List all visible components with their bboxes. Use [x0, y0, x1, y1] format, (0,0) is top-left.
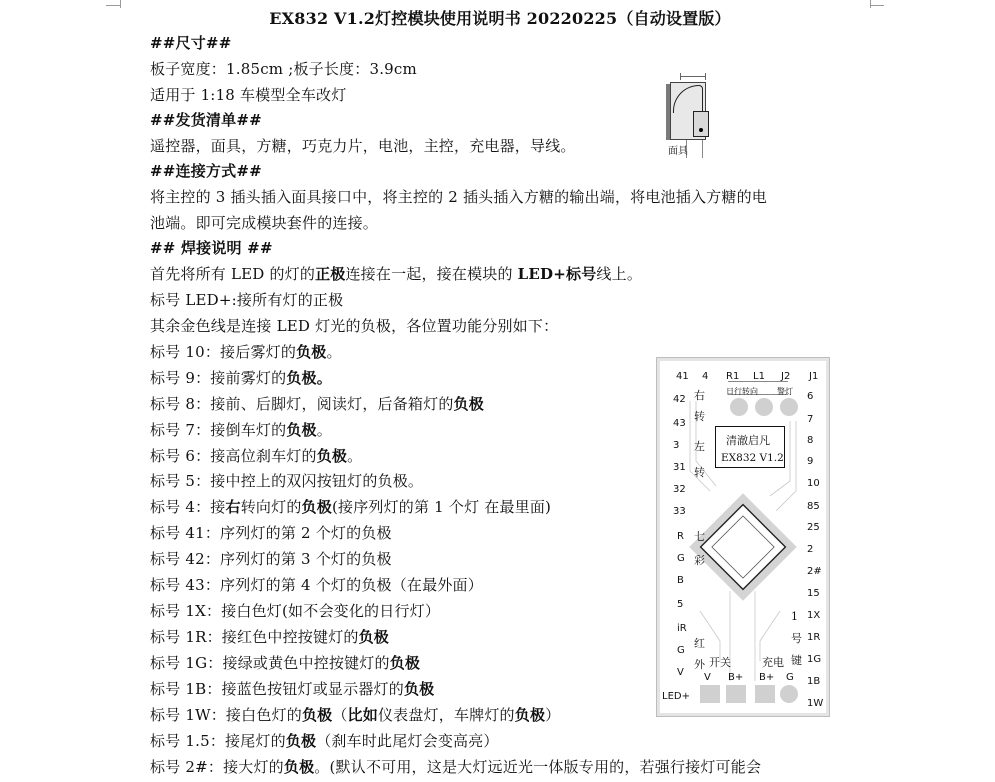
text-run: 负极 [514, 706, 546, 724]
text-run: 右 [225, 498, 241, 516]
pin-label-top: 4 [702, 371, 709, 382]
text-line [150, 187, 767, 207]
text-run: 负极 [316, 447, 348, 465]
pin-group-label: 警灯 [777, 387, 793, 396]
pin-group-label: 日行转向 [726, 387, 758, 396]
text-run: 负极 [283, 758, 315, 776]
pin-label-top: R1 [726, 371, 740, 382]
text-run: ## 焊接说明 ## [150, 239, 273, 257]
text-line [150, 394, 484, 414]
text-line [150, 136, 576, 156]
pin-label-bottom: V [704, 672, 711, 683]
pin-label-top: L1 [753, 371, 765, 382]
text-run: ##发货清单## [150, 111, 262, 129]
text-run: 标号 42：序列灯的第 3 个灯的负极 [150, 550, 392, 568]
text-run: 标号 7：接倒车灯的 [150, 421, 287, 439]
text-run: 比如 [347, 706, 378, 724]
pin-label-right: 6 [807, 391, 814, 402]
pin-label-right: 2# [807, 566, 822, 577]
mask-figure [666, 76, 710, 158]
pad-square [726, 685, 746, 703]
pin-label-right: 10 [807, 478, 820, 489]
pin-label-right: 85 [807, 501, 820, 512]
text-line [150, 446, 362, 466]
text-run: 标号 1W：接白色灯的 [150, 706, 302, 724]
text-run: 标号 6：接高位刹车灯的 [150, 447, 317, 465]
text-line [150, 85, 346, 105]
text-run: 首先将所有 LED 的灯的 [150, 265, 316, 283]
text-line [150, 757, 761, 777]
text-line [150, 161, 262, 181]
text-run: 负极 [301, 706, 333, 724]
pin-label-left: 5 [677, 599, 684, 610]
board-cn-label: 转 [694, 410, 705, 423]
text-line [150, 368, 332, 388]
text-run: 负极。 [286, 369, 332, 387]
pin-label-right: 9 [807, 456, 814, 467]
text-run: 标号 10：接后雾灯的 [150, 343, 297, 361]
text-run: 负极 [453, 395, 484, 413]
text-line [150, 290, 343, 310]
board-cn-label: 开关 [709, 656, 731, 669]
text-line [150, 705, 560, 725]
pin-label-right: 1G [807, 654, 822, 665]
board-cn-label: 七 [694, 530, 705, 543]
text-line [150, 627, 389, 647]
chip-line1: 清澈启凡 [726, 434, 770, 447]
text-line [150, 213, 378, 233]
pin-label-right: 15 [807, 588, 820, 599]
board-cn-label: 左 [694, 440, 705, 453]
text-run: 标号 43：序列灯的第 4 个灯的负极（在最外面） [150, 576, 483, 594]
chip-line2: EX832 V1.2 [721, 452, 784, 464]
text-line [150, 316, 558, 336]
text-run: 连接在一起，接在模块的 [345, 265, 518, 283]
pin-label-right: 2 [807, 544, 814, 555]
text-run: 仪表盘灯，车牌灯的 [377, 706, 515, 724]
text-run: 负极 [296, 343, 327, 361]
text-run: 负极 [358, 628, 390, 646]
pin-label-top: J1 [809, 371, 819, 382]
pin-label-top: J2 [781, 371, 791, 382]
pad-circle [780, 398, 798, 416]
pin-label-left: 32 [673, 484, 686, 495]
mcu-chip-label [715, 426, 785, 468]
text-run: 标号 8：接前、后脚灯，阅读灯，后备箱灯的 [150, 395, 454, 413]
text-line [150, 497, 551, 517]
text-run: ） [545, 706, 561, 724]
pin-label-left: 43 [673, 418, 686, 429]
crop-mark [106, 5, 120, 6]
board-cn-label: 外 [694, 658, 705, 671]
text-run: 遥控器，面具，方糖，巧克力片，电池，主控，充电器，导线。 [150, 137, 576, 155]
text-run: 转向灯的 [240, 498, 302, 516]
pin-label-left: 33 [673, 506, 686, 517]
pin-label-left: R [677, 531, 684, 542]
board-cn-label: 号 [791, 632, 802, 645]
pin-label-left: B [677, 575, 684, 586]
text-run: 负极 [403, 680, 435, 698]
text-run: 负极 [301, 498, 332, 516]
text-line [150, 264, 642, 284]
text-run: 标号 1R：接红色中控按键灯的 [150, 628, 359, 646]
board-cn-label: 右 [694, 389, 705, 402]
mask-caption: 面具 [668, 146, 688, 157]
pad-square [755, 685, 775, 703]
pin-label-right: 7 [807, 414, 814, 425]
board-cn-label: 转 [694, 466, 705, 479]
text-run: ##尺寸## [150, 34, 232, 52]
text-line [150, 601, 440, 621]
text-run: 标号 41：序列灯的第 2 个灯的负极 [150, 524, 392, 542]
text-run: 标号 1X：接白色灯(如不会变化的日行灯） [150, 602, 441, 620]
pin-label-right: 25 [807, 522, 820, 533]
pad-square [700, 685, 720, 703]
pin-label-left: V [677, 667, 684, 678]
text-run: 正极 [315, 265, 346, 283]
text-run: 标号 4：接 [150, 498, 226, 516]
pin-label-bottom: B+ [728, 672, 744, 683]
text-line [150, 523, 392, 543]
text-line [150, 575, 483, 595]
crop-mark [870, 5, 884, 6]
pin-label-bottom: G [786, 672, 794, 683]
text-run: 。 [316, 421, 332, 439]
text-line [150, 59, 417, 79]
pin-label-right: 1R [807, 632, 821, 643]
text-run: 标号 1.5：接尾灯的 [150, 732, 286, 750]
pin-label-right: 1B [807, 676, 821, 687]
text-run: 负极 [286, 421, 317, 439]
text-run: 标号 LED+:接所有灯的正极 [150, 291, 344, 309]
board-cn-label: 充电 [762, 656, 784, 669]
pin-label-left: 42 [673, 394, 686, 405]
pin-label-left: 3 [673, 440, 680, 451]
text-run: （ [332, 706, 348, 724]
text-line [150, 110, 262, 130]
document-title: EX832 V1.2灯控模块使用说明书 20220225（自动设置版） [269, 9, 731, 28]
led-plus-label: LED+ [662, 691, 690, 702]
pin-label-left: G [677, 645, 685, 656]
text-run: 。 [326, 343, 342, 361]
text-line [150, 471, 423, 491]
text-run: 负极 [285, 732, 317, 750]
crop-mark [120, 0, 121, 8]
text-line [150, 33, 231, 53]
pin-label-right: 1W [807, 698, 824, 709]
text-line [150, 420, 332, 440]
text-run: 标号 2#：接大灯的 [150, 758, 284, 776]
pin-label-bottom: B+ [759, 672, 775, 683]
board-diagram [656, 357, 830, 717]
text-line [150, 238, 273, 258]
text-run: ##连接方式## [150, 162, 262, 180]
crop-mark [870, 0, 871, 8]
text-run: 。(默认不可用，这是大灯远近光一体版专用的，若强行接灯可能会 [314, 758, 762, 776]
text-run: 适用于 1:18 车模型全车改灯 [150, 86, 347, 104]
text-run: 标号 1B：接蓝色按钮灯或显示器灯的 [150, 680, 404, 698]
board-cn-label: 键 [791, 654, 802, 667]
text-run: (接序列灯的第 1 个灯 在最里面) [331, 498, 552, 516]
text-line [150, 679, 434, 699]
board-cn-label: 1 [791, 610, 798, 623]
text-run: 标号 5：接中控上的双闪按钮灯的负极。 [150, 472, 424, 490]
text-line [150, 653, 420, 673]
text-run: 池端。即可完成模块套件的连接。 [150, 214, 379, 232]
text-run: 标号 1G：接绿或黄色中控按键灯的 [150, 654, 390, 672]
text-run: 。 [347, 447, 363, 465]
pin-label-top: 41 [676, 371, 689, 382]
pad-circle [780, 685, 798, 703]
pin-label-left: iR [677, 623, 687, 634]
text-run: 将主控的 3 插头插入面具接口中，将主控的 2 插头插入方糖的输出端，将电池插入方糖的电 [150, 188, 767, 206]
text-run: 板子宽度：1.85cm ;板子长度：3.9cm [150, 60, 417, 78]
pin-label-right: 1X [807, 610, 821, 621]
text-run: LED+标号 [517, 265, 597, 283]
text-line [150, 549, 392, 569]
text-run: 负极 [389, 654, 421, 672]
text-line [150, 342, 342, 362]
text-run: （刹车时此尾灯会变高亮） [316, 732, 499, 750]
text-line [150, 731, 499, 751]
text-run: 标号 9：接前雾灯的 [150, 369, 287, 387]
pad-circle [730, 398, 748, 416]
board-cn-label: 彩 [694, 554, 705, 567]
board-cn-label: 红 [694, 637, 705, 650]
pad-circle [755, 398, 773, 416]
pin-label-left: 31 [673, 462, 686, 473]
text-run: 线上。 [596, 265, 643, 283]
pin-label-right: 8 [807, 435, 814, 446]
pin-label-left: G [677, 553, 685, 564]
text-run: 其余金色线是连接 LED 灯光的负极，各位置功能分别如下： [150, 317, 559, 335]
